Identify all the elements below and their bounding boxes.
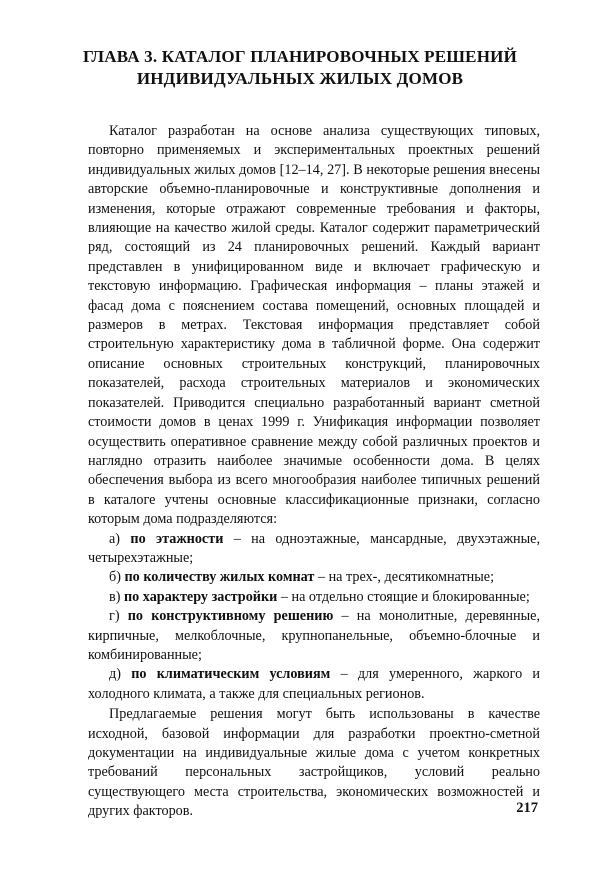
classification-text: – для умеренного, жаркого и холодного климата, а также для специальных регионов. (88, 666, 541, 702)
chapter-title-line-1: ГЛАВА 3. КАТАЛОГ ПЛАНИРОВОЧНЫХ РЕШЕНИЙ (82, 47, 517, 66)
classification-term: по количеству жилых комнат (124, 569, 315, 586)
chapter-title (40, 46, 560, 90)
intro-paragraph: Каталог разработан на основе анализа существующих типовых, повторно применяемых и экспериментальных проектных решений индивидуальных жилых домов [12–14, 27]. В некоторые решения внесены авторские объемно-планировочные и конструктивные дополнения и изменения, которые отражают современные требования и факторы, влияющие на качество жилой среды. Каталог содержит параметрический ряд, состоящий из 24 планировочных решений. Каждый вариант представлен в унифицированном виде и включает графическую и текстовую информацию. Графическая информация – планы этажей и фасад дома с пояснением состава помещений, основных площадей и размеров в метрах. Текстовая информация представляет собой строительную характеристику дома в табличной форме. Она содержит описание основных строительных конструкций, планировочных показателей, расхода строительных материалов и экономических показателей. Приводится специально разработанный вариант сметной стоимости домов в ценах 1999 г. Унификация информации позволяет осуществить оперативное сравнение между собой различных проектов и наглядно отразить наиболее значимые особенности дома. В целях обеспечения выбора из всего многообразия наиболее типичных решений в каталоге учтены основные классификационные признаки, согласно которым дома подразделяются: (88, 123, 540, 528)
classification-item-g (88, 607, 540, 665)
classification-text: – на монолитные, деревянные, кирпичные, мелкоблочные, крупнопанельные, объемно-блочные и комбинированные; (88, 608, 540, 663)
classification-term: по этажности (130, 530, 224, 547)
closing-paragraph: Предлагаемые решения могут быть использованы в качестве исходной, базовой информации для разработки проектно-сметной документации на индивидуальные жилые дома с учетом конкретных требований персональных застройщиков, условий реально существующего места строительства, экономических возможностей и других факторов. (88, 706, 540, 820)
classification-item-d (88, 665, 540, 704)
classification-term: по климатическим условиям (131, 666, 331, 683)
page-number: 217 (516, 800, 538, 816)
classification-marker: а) (109, 530, 121, 547)
classification-item-v (88, 588, 540, 607)
classification-marker: в) (109, 588, 121, 605)
classification-text: – на отдельно стоящие и блокированные; (280, 588, 530, 605)
chapter-body (88, 122, 540, 822)
classification-text: – на одноэтажные, мансардные, двухэтажные, четырехэтажные; (88, 530, 541, 566)
classification-marker: д) (109, 666, 121, 683)
classification-term: по характеру застройки (123, 588, 278, 605)
classification-marker: г) (109, 608, 120, 625)
classification-item-b (88, 568, 540, 587)
classification-item-a (88, 530, 540, 569)
chapter-title-line-2: ИНДИВИДУАЛЬНЫХ ЖИЛЫХ ДОМОВ (136, 69, 464, 88)
classification-text: – на трех-, десятикомнатные; (317, 569, 495, 586)
classification-marker: б) (109, 569, 121, 586)
classification-term: по конструктивному решению (127, 608, 334, 625)
